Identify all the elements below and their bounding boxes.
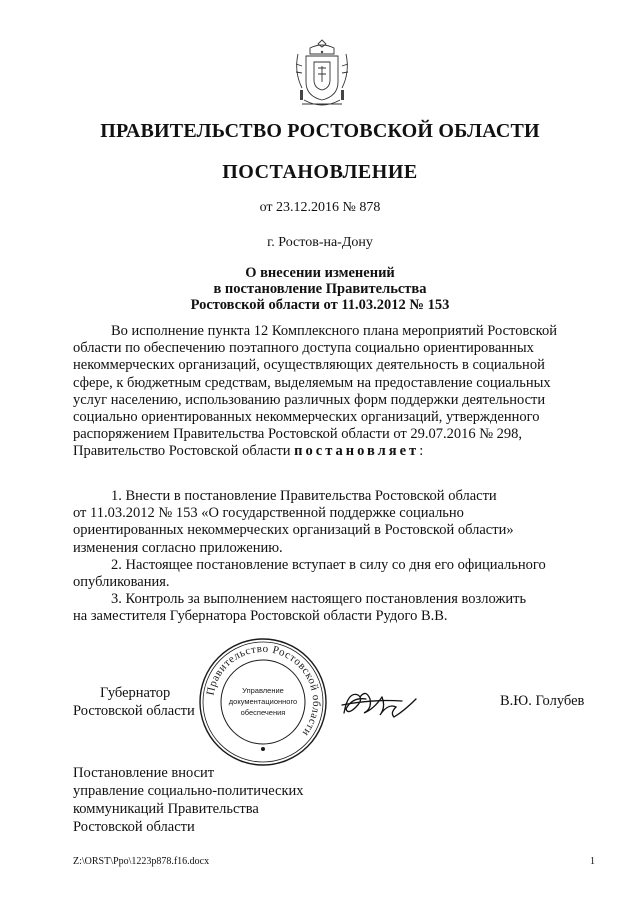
- document-type: ПОСТАНОВЛЕНИЕ: [222, 161, 418, 183]
- seal-ring-text: Правительство Ростовской области: [204, 642, 323, 739]
- item-1-line: от 11.03.2012 № 153 «О государственной поддержке социально: [73, 505, 464, 522]
- city: г. Ростов-на-Дону: [267, 235, 373, 250]
- decree-items: [73, 488, 597, 626]
- text-line: сфере, к бюджетным средствам, выделяемым на предоставление социальных: [73, 374, 551, 391]
- item-3-last: на заместителя Губернатора Ростовской области Рудого В.В.: [73, 608, 448, 625]
- text-line: распоряжением Правительства Ростовской области от 29.07.2016 № 298,: [73, 426, 523, 443]
- date-number: от 23.12.2016 № 878: [259, 200, 381, 215]
- decree-word: постановляет: [294, 443, 420, 460]
- text-line: некоммерческих организаций, осуществляющих деятельность в социальной: [73, 357, 545, 374]
- text-line: услуг населению, использованию различных форм поддержки деятельности: [73, 391, 546, 408]
- note-line: Ростовской области: [73, 819, 195, 835]
- item-3-line: 3. Контроль за выполнением настоящего постановления возложить: [111, 591, 527, 608]
- seal-inner-line: Управление: [242, 686, 284, 695]
- position-line: Ростовской области: [73, 703, 195, 719]
- note-line: Постановление вносит: [73, 765, 215, 781]
- note-line: коммуникаций Правительства: [73, 801, 259, 817]
- note-line: управление социально-политических: [73, 783, 304, 799]
- colon: :: [419, 443, 424, 460]
- seal-inner-line: документационного: [228, 697, 298, 706]
- item-1-line: ориентированных некоммерческих организаций в Ростовской области»: [73, 522, 514, 539]
- subject-heading: [0, 265, 640, 313]
- text-line: Во исполнение пункта 12 Комплексного плана мероприятий Ростовской: [111, 323, 557, 339]
- handwritten-signature-icon: [338, 683, 430, 729]
- subject-line: О внесении изменений: [245, 265, 395, 281]
- text-line: области по обеспечению поэтапного доступа социально ориентированных: [73, 340, 534, 357]
- coat-of-arms-icon: [292, 38, 352, 112]
- subject-line: Ростовской области от 11.03.2012 № 153: [190, 297, 450, 313]
- item-1-last: изменения согласно приложению.: [73, 539, 283, 556]
- text-line-last: [73, 443, 597, 460]
- official-seal-icon: [197, 636, 329, 768]
- preamble: [73, 323, 597, 461]
- subject-line: в постановление Правительства: [213, 281, 427, 297]
- signer-position: [73, 684, 195, 720]
- item-1-line: 1. Внести в постановление Правительства Ростовской области: [111, 488, 497, 504]
- item-2-line: 2. Настоящее постановление вступает в силу со дня его официального: [111, 556, 546, 573]
- submitter-note: [73, 764, 304, 836]
- seal-inner-line: обеспечения: [240, 708, 286, 717]
- page-number: 1: [590, 856, 595, 867]
- file-path: Z:\ORST\Ppo\1223p878.f16.docx: [73, 856, 210, 867]
- signer-name: В.Ю. Голубев: [500, 693, 585, 709]
- government-title: ПРАВИТЕЛЬСТВО РОСТОВСКОЙ ОБЛАСТИ: [100, 120, 540, 142]
- preamble-prefix: Правительство Ростовской области: [73, 443, 291, 460]
- item-2-last: опубликования.: [73, 574, 170, 591]
- position-line: Губернатор: [100, 685, 171, 701]
- text-line: социально ориентированных некоммерческих организаций, утвержденного: [73, 409, 540, 426]
